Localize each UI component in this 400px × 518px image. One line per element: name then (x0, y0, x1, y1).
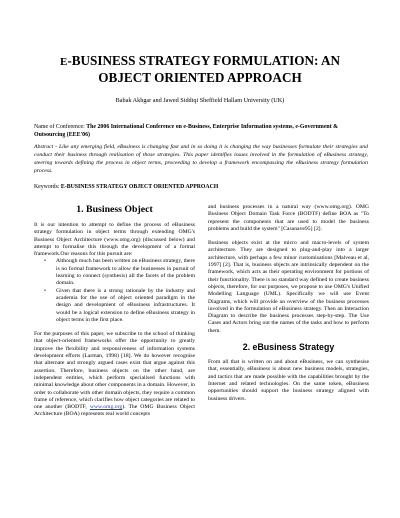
section-1-heading: 1. Business Object (76, 204, 153, 215)
reasons-list (34, 258, 195, 324)
authors: Babak Akhgar and Jawed Siddiqi Sheffield Hallam University (UK) (115, 97, 285, 104)
conference-info (34, 123, 368, 139)
keywords-label: Keywords: (34, 184, 60, 190)
spacer (34, 215, 195, 222)
col2-paragraph-3: From all that is written on and about eBusiness, we can synthesise that, essentially, eBusiness is about new business models, strategies, and tactics that are made possible with the capabilities brought by the Internet and related technologies. On the same token, eBusiness opportunities should support the business strategy aligned with business drivers. (208, 359, 369, 402)
list-item: • Given that there is a strong rationale by the industry and academia for the use of object oriented paradigm in the design and development of eBusiness infrastructures. It would be a logical extension to define eBusiness strategy in object terms in the first place. (44, 287, 195, 323)
title-line-1 (20, 53, 380, 70)
col2-paragraph-2: Business objects exist at the micro and macro-levels of system architecture. They are designed to plug-and-play into a larger architecture, with perhaps a few minor customisations [Malveau et al, 1997] [2]. That is, business objects are intrinsically dependent on the framework, which acts as their operating environment for portions of their functionality. There is no standard way defined to create business objects, therefore, for our purposes, we propose to use OMG's Unified Modelling Language (UML). Specifically we will use Event Diagrams, which will provide an overview of the business processes involved in the formulation of eBusiness strategy. Then an Interaction Diagram to describe the business processes step-by-step. The Use Cases and Actors bring out the names of the tasks and how to perform them. (208, 240, 369, 334)
title-first-letter: E (59, 56, 68, 68)
right-column (208, 204, 369, 403)
spacer (208, 335, 369, 342)
left-column (34, 204, 195, 419)
bullet-icon: • (44, 287, 46, 294)
list-item: • Although much has been written on eBusiness strategy, there is no formal framework to allow the businesses in pursuit of learning to connect (synthesis) all the facets of the problem domain. (44, 258, 195, 287)
omg-hyperlink[interactable]: www.omg.org (89, 404, 123, 411)
title-line-1-text: -BUSINESS STRATEGY FORMULATION: AN (67, 53, 341, 68)
bullet-icon: • (44, 258, 46, 265)
conference-name: The 2006 International Conference on e-Business, Enterprise Information systems, e-Government & Outsourcing (EEE'06) (34, 124, 339, 138)
conference-label: Name of Conference: (34, 124, 85, 130)
section-2-heading: 2. eBusiness Strategy (242, 342, 335, 353)
title-line-2: OBJECT ORIENTED APPROACH (98, 70, 302, 85)
section-1-paragraph-2: For the purposes of this paper, we subscribe to the school of thinking that object-oriented frameworks offer the opportunity to greatly improve the flexibility and responsiveness of information systems development efforts (Larman, 1998) [18]. We do however recognise that alternate and strongly argued cases exist that argue against this assertion. Therefore, business objects on the other hand, are independent entities, which perform specialised functions with minimal knowledge about other components in a domain. However, in order to collaborate with other domain objects, they require a common frame of reference, which clarifies how object categories are related to one another (BODTF, www.omg.org). The OMG Business Object Architecture (BOA) represents real world concepts (34, 331, 195, 418)
paper-title (20, 53, 380, 86)
omg-link[interactable]: www.omg.org (106, 236, 139, 243)
col2-paragraph-1: and business processes in a natural way (www.omg.org). OMG Business Object Domain Task Force (BODTF) define BOA as "To represent the components that are used to model the business problems and build the system" [Casanave95] [2]. (208, 204, 369, 232)
section-1-intro: It is our intention to attempt to define the process of eBusiness strategy formulation in object terms through extending OMG's Business Object Architecture (www.omg.org) (discussed below) and attempt to formalise this through the development of a formal framework.Our reasons for this pursuit are: (34, 222, 195, 258)
keywords-value: E-BUSINESS STRATEGY OBJECT ORIENTED APPROACH (60, 184, 219, 190)
abstract: Abstract - Like any emerging field, eBusiness is changing fast and in so doing it is changing the way businesses formulate their strategies and conduct their business through realisation of those strategies. This paper identifies issues involved in the formulation of eBusiness strategy, steering towards defining the process in object terms, proceeding to develop a framework encompassing the eBusiness strategy formulation process. (34, 144, 368, 174)
keywords (34, 183, 368, 191)
spacer (208, 352, 369, 359)
